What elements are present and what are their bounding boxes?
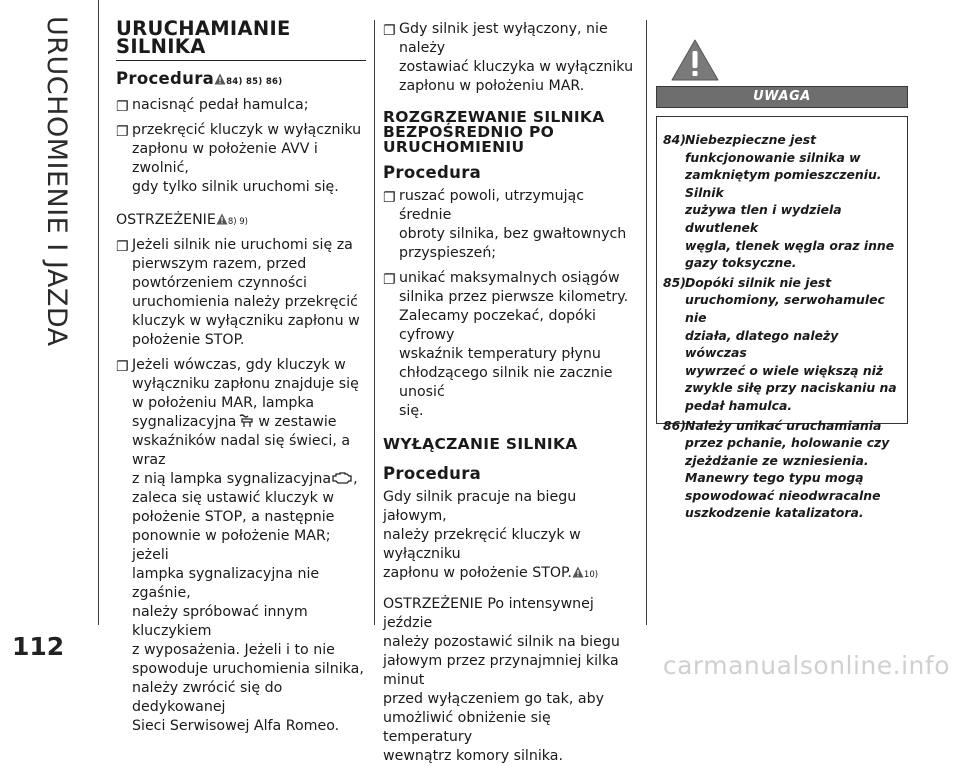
- note-line: przez pchanie, holowanie czy: [685, 435, 890, 451]
- note-line: pedał hamulca.: [685, 397, 793, 413]
- note-item: [663, 131, 899, 272]
- list-item-text: sygnalizacyjna: [132, 414, 237, 430]
- warning-refs: 8) 9): [227, 217, 248, 227]
- paragraph-line: należy pozostawić silnik na biegu: [383, 634, 620, 650]
- list-item-text: nacisnąć pedał hamulca;: [132, 97, 309, 113]
- list-item-text: spowoduje uruchomienia silnika,: [132, 661, 364, 677]
- uwaga-box: [656, 116, 908, 521]
- note-line: Niebezpieczne jest: [685, 132, 817, 147]
- list-item-text: ,: [353, 471, 358, 487]
- list-item-text: Sieci Serwisowej Alfa Romeo.: [132, 718, 340, 734]
- section-title-warmup: [383, 110, 635, 155]
- list-item-text: uruchomienia należy przekręcić: [132, 294, 358, 310]
- checkbox-square-icon: ❐: [116, 99, 129, 115]
- section-title-stop-engine: WYŁĄCZANIE SILNIKA: [383, 435, 578, 453]
- list-item-text: w zestawie: [258, 414, 337, 430]
- note-line: gazy toksyczne.: [685, 255, 797, 271]
- note-number: 86): [663, 417, 686, 433]
- checkbox-square-icon: ❐: [383, 190, 396, 206]
- procedure-heading: Procedura: [383, 163, 482, 182]
- warning-paragraph: [116, 211, 366, 232]
- list-item-text: Jeżeli silnik nie uruchomi się za: [132, 237, 353, 253]
- list-item: [383, 20, 635, 96]
- checkbox-square-icon: ❐: [116, 124, 129, 140]
- note-number: 85): [663, 274, 686, 290]
- note-item: [663, 417, 899, 523]
- side-tab: [0, 0, 88, 640]
- list-item-text: należy zwrócić się do dedykowanej: [132, 680, 283, 715]
- note-line: wywrzeć o wiele większą niż: [685, 362, 884, 378]
- list-item-text: powtórzeniem czynności: [132, 275, 307, 291]
- list-item-text: zaleca się ustawić kluczyk w: [132, 490, 335, 506]
- paragraph-line: zapłonu w położenie STOP.: [383, 565, 572, 581]
- list-item-text: chłodzącego silnik nie zacznie unosić: [399, 365, 613, 400]
- list-item-text: przekręcić kluczyk w wyłączniku: [132, 122, 362, 138]
- list-item: [116, 121, 366, 197]
- note-line: działa, dlatego należy wówczas: [685, 327, 839, 361]
- warning-triangle-icon: [572, 566, 584, 578]
- section-title-line2: BEZPOŚREDNIO PO: [383, 123, 555, 141]
- stop-warning-paragraph: [383, 595, 635, 766]
- list-item-text: ruszać powoli, utrzymując średnie: [399, 188, 585, 223]
- warning-triangle-icon: [670, 38, 720, 82]
- list-item-text: Jeżeli wówczas, gdy kluczyk w: [132, 357, 346, 373]
- list-item-text: zapłonu w położenie AVV i zwolnić,: [132, 141, 318, 176]
- list-item-text: z nią lampka sygnalizacyjna: [132, 471, 332, 487]
- list-item-text: zapłonu w położeniu MAR.: [399, 78, 585, 94]
- note-number: 84): [663, 132, 686, 147]
- list-item-text: unikać maksymalnych osiągów: [399, 270, 620, 286]
- paragraph-line: wewnątrz komory silnika.: [383, 748, 563, 764]
- checkbox-square-icon: ❐: [116, 359, 129, 375]
- warning-label: OSTRZEŻENIE: [116, 212, 216, 228]
- section-title-line2: SILNIKA: [116, 35, 206, 58]
- section-title-line3: URUCHOMIENIU: [383, 138, 525, 156]
- list-item: [383, 187, 635, 263]
- note-line: funkcjonowanie silnika w: [685, 149, 861, 165]
- note-line: spowodować nieodwracalne: [685, 487, 881, 503]
- section-title-start-engine: [116, 17, 366, 58]
- note-line: zwykle siłę przy naciskaniu na: [685, 380, 897, 396]
- column-3: [656, 20, 908, 521]
- column-divider-1: [374, 20, 375, 625]
- list-item-text: ponownie w położenie MAR; jeżeli: [132, 528, 331, 563]
- list-item-text: gdy tylko silnik uruchomi się.: [132, 179, 339, 195]
- note-line: zamkniętym pomieszczeniu. Silnik: [685, 167, 882, 200]
- engine-check-icon: [331, 470, 353, 486]
- column-divider-2: [646, 20, 647, 625]
- uwaga-header: UWAGA: [656, 86, 908, 108]
- list-item-text: wskaźnik temperatury płynu: [399, 346, 601, 362]
- section-title-line1: URUCHAMIANIE: [116, 17, 291, 40]
- section-title-line1: ROZGRZEWANIE SILNIKA: [383, 108, 605, 126]
- stop-refs: 10): [583, 570, 599, 580]
- glow-plug-icon: [236, 413, 258, 429]
- list-item-text: wskaźników nadal się świeci, a wraz: [132, 433, 351, 468]
- list-item-text: silnika przez pierwsze kilometry.: [399, 289, 629, 305]
- list-item-text: pierwszym razem, przed: [132, 256, 307, 272]
- paragraph-line: umożliwić obniżenie się temperatury: [383, 710, 551, 745]
- paragraph-line: OSTRZEŻENIE Po intensywnej jeździe: [383, 596, 594, 631]
- procedure-heading-text: Procedura: [116, 69, 215, 88]
- list-item-text: należy spróbować innym kluczykiem: [132, 604, 308, 639]
- list-item: [116, 356, 366, 736]
- paragraph-line: jałowym przez przynajmniej kilka minut: [383, 653, 619, 688]
- paragraph-line: należy przekręcić kluczyk w wyłączniku: [383, 527, 581, 562]
- list-item-text: z wyposażenia. Jeżeli i to nie: [132, 642, 335, 658]
- procedure-heading: Procedura: [383, 464, 482, 483]
- list-item-text: przyspieszeń;: [399, 245, 497, 261]
- list-item: [116, 236, 366, 350]
- list-item-text: się.: [399, 403, 424, 419]
- list-item-text: w położeniu MAR, lampka: [132, 395, 315, 411]
- column-1: [116, 17, 366, 742]
- list-item-text: obroty silnika, bez gwałtownych: [399, 226, 627, 242]
- page-number: 112: [12, 632, 65, 661]
- note-line: Manewry tego typu mogą: [685, 470, 864, 486]
- list-item: [116, 96, 366, 115]
- spacer: [383, 585, 635, 595]
- list-item-text: zostawiać kluczyka w wyłączniku: [399, 59, 634, 75]
- note-line: Dopóki silnik nie jest: [685, 274, 832, 290]
- list-item-text: lampka sygnalizacyjna nie zgaśnie,: [132, 566, 320, 601]
- note-line: zjeżdżanie ze wzniesienia.: [685, 452, 869, 468]
- warning-triangle-icon: [214, 73, 226, 85]
- list-item-text: położenie STOP.: [132, 332, 245, 348]
- list-item-text: Zalecamy poczekać, dopóki cyfrowy: [399, 308, 596, 343]
- note-line: Należy unikać uruchamiania: [685, 417, 882, 433]
- watermark: carmanualsonline.info: [662, 651, 950, 680]
- procedure-heading: [116, 69, 366, 92]
- note-line: uszkodzenie katalizatora.: [685, 505, 864, 521]
- column-2: [383, 20, 635, 766]
- list-item-text: Gdy silnik jest wyłączony, nie należy: [399, 21, 608, 56]
- checkbox-square-icon: ❐: [383, 272, 396, 288]
- side-divider: [98, 0, 99, 625]
- procedure-refs: 84) 85) 86): [226, 77, 283, 87]
- stop-paragraph: [383, 488, 635, 585]
- note-line: węgla, tlenek węgla oraz inne: [685, 237, 895, 253]
- side-tab-label: URUCHOMIENIE I JAZDA: [41, 16, 72, 347]
- paragraph-line: przed wyłączeniem go tak, aby: [383, 691, 605, 707]
- warning-triangle-icon: [216, 213, 228, 225]
- note-item: [663, 274, 899, 415]
- checkbox-square-icon: ❐: [116, 239, 129, 255]
- note-line: zużywa tlen i wydziela dwutlenek: [685, 202, 842, 235]
- checkbox-square-icon: ❐: [383, 23, 396, 39]
- list-item-text: położenie STOP, a następnie: [132, 509, 335, 525]
- list-item-text: kluczyk w wyłączniku zapłonu w: [132, 313, 360, 329]
- list-item: [383, 269, 635, 421]
- note-line: uruchomiony, serwohamulec nie: [685, 292, 885, 325]
- list-item-text: wyłączniku zapłonu znajduje się: [132, 376, 359, 392]
- section-rule: [116, 60, 366, 61]
- paragraph-line: Gdy silnik pracuje na biegu jałowym,: [383, 489, 577, 524]
